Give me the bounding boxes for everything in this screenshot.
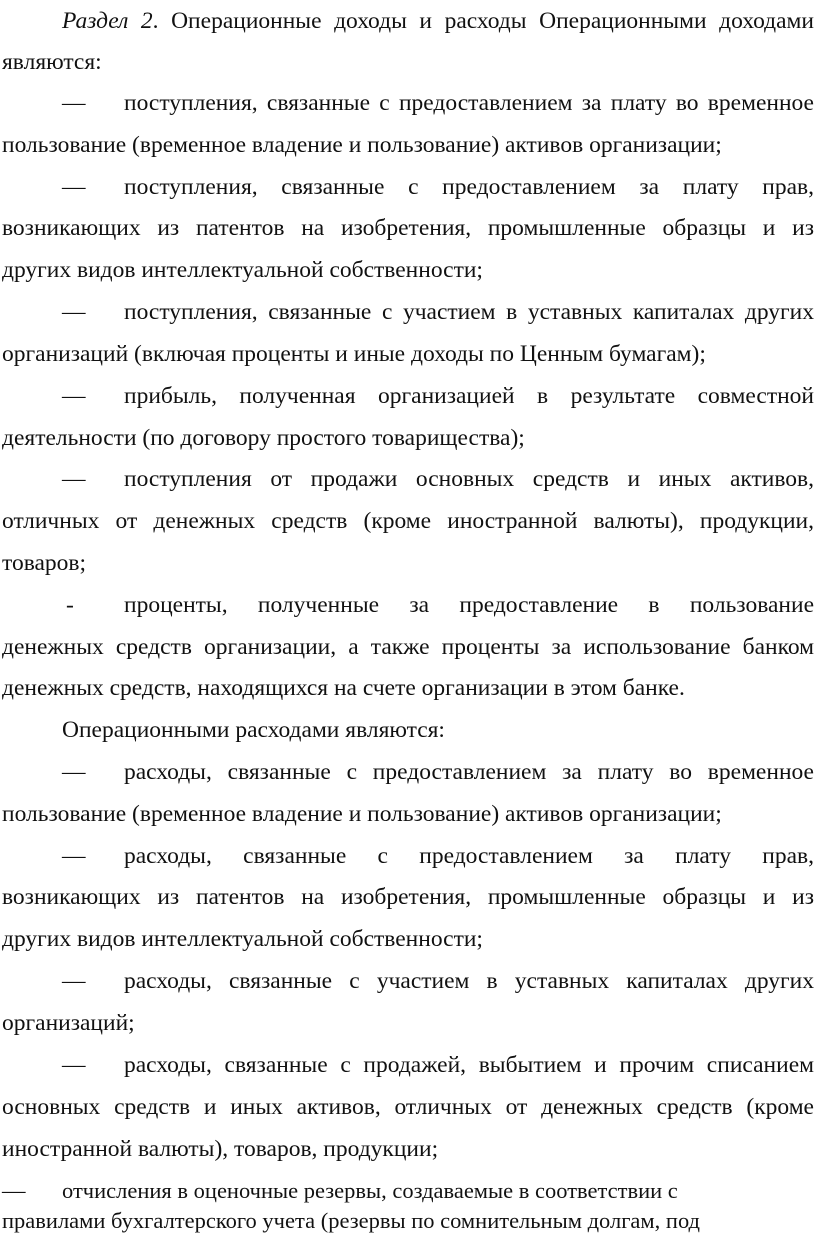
list-marker: — bbox=[2, 1178, 26, 1204]
expense-heading: Операционными расходами являются: bbox=[62, 717, 445, 743]
list-marker: — bbox=[62, 383, 86, 409]
income-item-5-line-1: поступления от продажи основных средств и иных активов, bbox=[124, 466, 814, 492]
expense-item-4-line-2: основных средств и иных активов, отличных от денежных средств (кроме bbox=[2, 1094, 814, 1120]
section-heading-continuation: являются: bbox=[2, 49, 102, 75]
income-item-5-line-2: отличных от денежных средств (кроме иностранной валюты), продукции, bbox=[2, 508, 814, 534]
expense-item-1-line-1: расходы, связанные с предоставлением за плату во временное bbox=[124, 759, 814, 785]
income-item-4-line-1: прибыль, полученная организацией в результате совместной bbox=[124, 383, 814, 409]
expense-item-3-line-2: организаций; bbox=[2, 1010, 135, 1036]
income-item-2-line-1: поступления, связанные с предоставлением за плату прав, bbox=[124, 174, 814, 200]
expense-item-4-line-3: иностранной валюты), товаров, продукции; bbox=[2, 1136, 439, 1162]
income-item-3-line-2: организаций (включая проценты и иные доходы по Ценным бумагам); bbox=[2, 341, 706, 367]
last-item-line-1: отчисления в оценочные резервы, создаваемые в соответствии с bbox=[62, 1178, 678, 1203]
list-marker: — bbox=[62, 466, 86, 492]
list-marker: — bbox=[62, 90, 86, 116]
list-marker: — bbox=[62, 174, 86, 200]
expense-item-3-line-1: расходы, связанные с участием в уставных капиталах других bbox=[124, 968, 814, 994]
section-heading bbox=[62, 6, 814, 36]
expense-item-2-line-3: других видов интеллектуальной собственности; bbox=[2, 926, 483, 952]
list-marker: — bbox=[62, 299, 86, 325]
section-number: Раздел 2 bbox=[62, 8, 153, 34]
income-item-3-line-1: поступления, связанные с участием в уставных капиталах других bbox=[124, 299, 814, 325]
list-marker: — bbox=[62, 1052, 86, 1078]
list-marker: — bbox=[62, 968, 86, 994]
expense-item-1-line-2: пользование (временное владение и пользование) активов организации; bbox=[2, 801, 722, 827]
list-marker: - bbox=[66, 592, 74, 618]
income-item-1-line-2: пользование (временное владение и пользование) активов организации; bbox=[2, 132, 722, 158]
income-item-2-line-3: других видов интеллектуальной собственности; bbox=[2, 257, 483, 283]
expense-item-4-line-1: расходы, связанные с продажей, выбытием и прочим списанием bbox=[124, 1052, 814, 1078]
income-item-2-line-2: возникающих из патентов на изобретения, промышленные образцы и из bbox=[2, 215, 814, 241]
section-heading-text: . Операционные доходы и расходы Операционными доходами bbox=[152, 8, 814, 34]
income-item-6-line-2: денежных средств организации, а также проценты за использование банком bbox=[2, 634, 814, 660]
income-item-6-line-1: проценты, полученные за предоставление в пользование bbox=[124, 592, 814, 618]
expense-item-2-line-1: расходы, связанные с предоставлением за плату прав, bbox=[124, 843, 814, 869]
income-item-4-line-2: деятельности (по договору простого товарищества); bbox=[2, 425, 525, 451]
list-marker: — bbox=[62, 759, 86, 785]
income-item-6-line-3: денежных средств, находящихся на счете организации в этом банке. bbox=[2, 675, 685, 701]
list-marker: — bbox=[62, 843, 86, 869]
expense-item-2-line-2: возникающих из патентов на изобретения, промышленные образцы и из bbox=[2, 884, 814, 910]
income-item-1-line-1: поступления, связанные с предоставлением за плату во временное bbox=[124, 90, 814, 116]
income-item-5-line-3: товаров; bbox=[2, 550, 87, 576]
last-item-line-2: правилами бухгалтерского учета (резервы по сомнительным долгам, под bbox=[2, 1208, 700, 1233]
